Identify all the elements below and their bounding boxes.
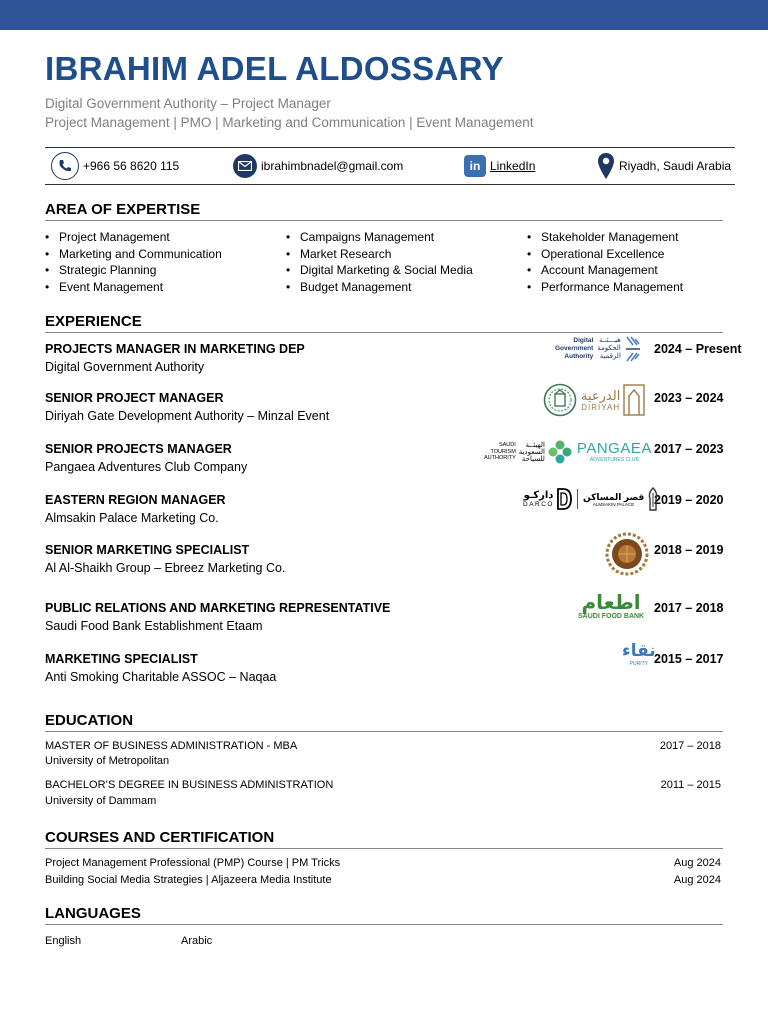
expertise-item: • Operational Excellence — [527, 246, 683, 263]
education-entry — [45, 740, 721, 770]
job-title: SENIOR MARKETING SPECIALIST — [45, 543, 250, 557]
school-name: University of Dammam — [45, 795, 157, 807]
diriyah-logo-text: DIRIYAH — [581, 402, 621, 412]
job-title: EASTERN REGION MANAGER — [45, 493, 226, 507]
email-icon — [233, 154, 257, 178]
ebreez-logo — [605, 532, 649, 576]
dga-logo-text: Government — [555, 345, 594, 352]
expertise-item: • Campaigns Management — [286, 229, 473, 246]
expertise-item: • Project Management — [45, 229, 222, 246]
candidate-name: IBRAHIM ADEL ALDOSSARY — [45, 50, 504, 87]
expertise-item: • Event Management — [45, 279, 222, 296]
dga-logo-text: Digital — [573, 337, 594, 344]
job-company: Pangaea Adventures Club Company — [45, 460, 248, 474]
darco-d-icon — [556, 488, 572, 510]
sta-flower-icon — [548, 440, 572, 464]
expertise-item: • Stakeholder Management — [527, 229, 683, 246]
etaam-logo — [578, 593, 644, 620]
darco-logo-arabic: داركـو — [523, 490, 554, 501]
section-title-courses: COURSES AND CERTIFICATION — [45, 829, 723, 849]
naqaa-logo-arabic: نقاء — [622, 641, 656, 660]
languages-row — [45, 935, 721, 950]
naqaa-logo — [622, 641, 656, 667]
job-company: Almsakin Palace Marketing Co. — [45, 511, 219, 525]
diriyah-logo — [543, 383, 645, 417]
pangaea-logo — [484, 440, 652, 464]
job-title: SENIOR PROJECTS MANAGER — [45, 442, 232, 456]
expertise-item: • Budget Management — [286, 279, 473, 296]
degree-title: BACHELOR’S DEGREE IN BUSINESS ADMINISTRATION — [45, 779, 334, 791]
sta-logo-arabic: للسياحة — [521, 455, 545, 463]
email-address[interactable]: ibrahimbnadel@gmail.com — [261, 159, 404, 173]
job-company: Al Al-Shaikh Group – Ebreez Marketing Co. — [45, 561, 286, 575]
sta-logo-arabic: الهيئــة — [525, 441, 545, 449]
expertise-item: • Performance Management — [527, 279, 683, 296]
dga-logo-text: Authority — [564, 353, 594, 360]
darco-logo-text: DARCO — [523, 501, 554, 508]
job-title: PROJECTS MANAGER IN MARKETING DEP — [45, 342, 305, 356]
job-company: Saudi Food Bank Establishment Etaam — [45, 619, 263, 633]
almsakin-logo-arabic: قصر المساكن — [582, 491, 645, 502]
job-title: SENIOR PROJECT MANAGER — [45, 391, 224, 405]
almsakin-tower-icon — [647, 487, 659, 511]
education-dates: 2011 – 2015 — [660, 779, 721, 791]
expertise-item: • Strategic Planning — [45, 262, 222, 279]
pangaea-logo-subtext: ADVENTURES CLUB — [589, 457, 639, 463]
course-name: Building Social Media Strategies | Aljazeera Media Institute — [45, 874, 332, 886]
dga-emblem-icon — [624, 335, 642, 363]
course-entry — [45, 874, 721, 889]
map-pin-icon — [597, 152, 615, 180]
section-title-experience: EXPERIENCE — [45, 313, 723, 333]
job-company: Anti Smoking Charitable ASSOC – Naqaa — [45, 670, 277, 684]
job-title: MARKETING SPECIALIST — [45, 652, 198, 666]
section-title-languages: LANGUAGES — [45, 905, 723, 925]
dga-logo-arabic: هيـــئــة — [598, 337, 621, 344]
job-title: PUBLIC RELATIONS AND MARKETING REPRESENTATIVE — [45, 601, 391, 615]
job-dates: 2019 – 2020 — [654, 493, 724, 507]
language-item: English — [45, 935, 82, 947]
job-dates: 2023 – 2024 — [654, 391, 724, 405]
job-dates: 2018 – 2019 — [654, 543, 724, 557]
sta-logo-arabic: السعودية — [518, 448, 545, 456]
expertise-item: • Account Management — [527, 262, 683, 279]
diriyah-logo-arabic: الدرعية — [581, 387, 621, 403]
section-title-education: EDUCATION — [45, 712, 723, 732]
section-title-expertise: AREA OF EXPERTISE — [45, 201, 723, 221]
phone-icon — [51, 152, 79, 180]
school-name: University of Metropolitan — [45, 755, 170, 767]
etaam-logo-arabic: اطعام — [581, 592, 641, 614]
expertise-item: • Market Research — [286, 246, 473, 263]
expertise-column-2 — [286, 229, 473, 295]
dga-logo-arabic: الحكومة — [597, 345, 621, 352]
expertise-item: • Digital Marketing & Social Media — [286, 262, 473, 279]
sta-logo-text: AUTHORITY — [484, 455, 516, 462]
degree-title: MASTER OF BUSINESS ADMINISTRATION - MBA — [45, 740, 298, 752]
expertise-item: • Marketing and Communication — [45, 246, 222, 263]
education-dates: 2017 – 2018 — [659, 740, 721, 752]
sta-logo-text: TOURISM — [490, 448, 516, 455]
sta-logo-text: SAUDI — [498, 442, 516, 449]
linkedin-icon: in — [464, 155, 486, 177]
specialties-line: Project Management | PMO | Marketing and Communication | Event Management — [45, 115, 534, 130]
ebreez-emblem-icon — [605, 532, 649, 576]
diriyah-gate-icon — [623, 384, 645, 416]
phone-number: +966 56 8620 115 — [83, 159, 180, 173]
dga-logo — [555, 335, 642, 363]
current-position: Digital Government Authority – Project Manager — [45, 96, 331, 111]
diriyah-seal-icon — [543, 383, 577, 417]
header-accent-bar — [0, 0, 768, 30]
email-contact[interactable] — [233, 148, 403, 184]
course-name: Project Management Professional (PMP) Course | PM Tricks — [45, 857, 341, 869]
dga-logo-arabic: الرقمية — [599, 353, 621, 360]
course-date: Aug 2024 — [673, 874, 721, 886]
phone-contact[interactable] — [51, 148, 179, 184]
education-entry — [45, 779, 721, 809]
expertise-column-1 — [45, 229, 222, 295]
darco-almsakin-logo — [523, 487, 659, 511]
location-contact — [597, 148, 731, 184]
language-item: Arabic — [181, 935, 213, 947]
course-entry — [45, 857, 721, 872]
job-dates: 2024 – Present — [654, 342, 742, 356]
etaam-logo-text: SAUDI FOOD BANK — [578, 613, 645, 620]
linkedin-contact[interactable] — [464, 148, 535, 184]
job-company: Diriyah Gate Development Authority – Minzal Event — [45, 409, 330, 423]
almsakin-logo-text: ALMSAKIN PALACE — [592, 501, 635, 507]
naqaa-logo-text: PURITY — [629, 661, 649, 667]
job-dates: 2017 – 2018 — [654, 601, 724, 615]
job-dates: 2015 – 2017 — [654, 652, 724, 666]
course-date: Aug 2024 — [673, 857, 721, 869]
location-text: Riyadh, Saudi Arabia — [619, 159, 732, 173]
job-company: Digital Government Authority — [45, 360, 205, 374]
job-dates: 2017 – 2023 — [654, 442, 724, 456]
pangaea-logo-text: PANGAEA — [576, 440, 652, 457]
expertise-column-3 — [527, 229, 683, 295]
contact-bar — [45, 147, 735, 185]
linkedin-link[interactable]: LinkedIn — [490, 159, 536, 173]
